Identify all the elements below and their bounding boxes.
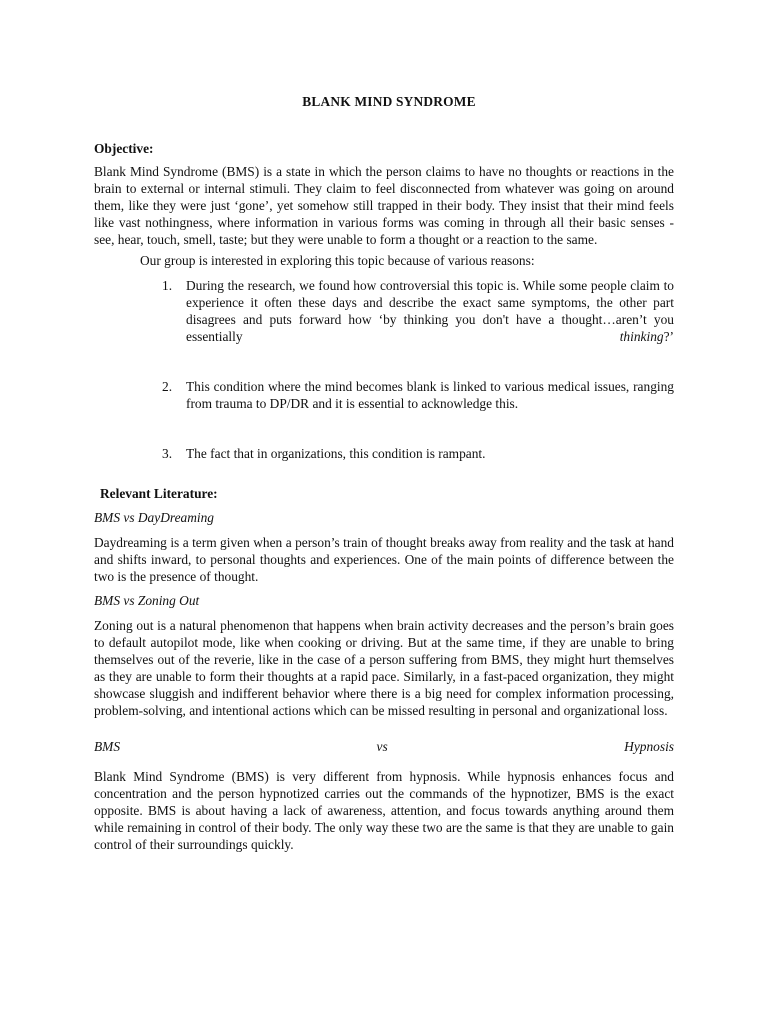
reasons-list <box>94 277 674 462</box>
reason-tail: ?’ <box>663 329 674 344</box>
daydreaming-subheading: BMS vs DayDreaming <box>94 510 214 525</box>
document-content <box>94 93 674 853</box>
hypnosis-subheading-middle: vs <box>376 739 388 754</box>
reason-text: During the research, we found how controversial this topic is. While some people claim to experience it often these days and describe the exact same symptoms, the other part disagrees and puts forward how ‘by thinking you don't have a thought…aren’t you essentially <box>186 278 674 344</box>
zoning-out-paragraph: Zoning out is a natural phenomenon that happens when brain activity decreases and the person’s brain goes to default autopilot mode, like when cooking or driving. But at the same time, if they are unable to bring themselves out of the reverie, like in the case of a person suffering from BMS, they might hurt themselves as they are unable to form their thoughts at a rapid pace. Similarly, in a fast-paced organization, they might showcase sluggish and indifferent behavior where there is a big need for complex information processing, problem-solving, and intentional actions which can be missed resulting in personal and organizational loss. <box>94 618 674 718</box>
hypnosis-paragraph: Blank Mind Syndrome (BMS) is very different from hypnosis. While hypnosis enhances focus and concentration and the person hypnotized carries out the commands of the hypnotizer, BMS is the exact opposite. BMS is about having a lack of awareness, attention, and focus towards anything around them while remaining in control of their body. The only way these two are the same is that they are unable to gain control of their surroundings quickly. <box>94 769 674 852</box>
list-number: 1. <box>162 278 173 293</box>
objective-paragraph: Blank Mind Syndrome (BMS) is a state in which the person claims to have no thoughts or reactions in the brain to external or internal stimuli. They claim to feel disconnected from whatever was going on around them, like they were just ‘gone’, yet somehow still trapped in their body. They insist that their mind feels like vast nothingness, where information in various forms was coming in through all their basic senses - see, hear, touch, smell, taste; but they were unable to form a thought or a reaction to the same. <box>94 164 674 247</box>
reason-emphasis: thinking <box>619 329 664 344</box>
list-item <box>94 277 674 345</box>
list-item <box>94 378 674 412</box>
reasons-lead: Our group is interested in exploring this topic because of various reasons: <box>140 253 535 268</box>
zoning-out-subheading: BMS vs Zoning Out <box>94 593 200 608</box>
list-item-text: The fact that in organizations, this condition is rampant. <box>186 446 486 461</box>
list-item-text <box>186 277 674 345</box>
list-item-text: This condition where the mind becomes blank is linked to various medical issues, ranging from trauma to DP/DR and it is essential to acknowledge this. <box>186 379 674 411</box>
objective-heading: Objective: <box>94 141 154 156</box>
hypnosis-subheading-right: Hypnosis <box>624 739 674 754</box>
literature-heading: Relevant Literature: <box>100 486 218 501</box>
hypnosis-subheading <box>94 738 674 755</box>
hypnosis-subheading-left: BMS <box>94 739 121 754</box>
daydreaming-paragraph: Daydreaming is a term given when a person’s train of thought breaks away from reality and the task at hand and shifts inward, to personal thoughts and experiences. One of the main points of difference between the two is the presence of thought. <box>94 535 674 584</box>
list-number: 2. <box>162 379 173 394</box>
list-number: 3. <box>162 446 173 461</box>
document-title: BLANK MIND SYNDROME <box>302 94 476 109</box>
list-item <box>94 445 674 462</box>
